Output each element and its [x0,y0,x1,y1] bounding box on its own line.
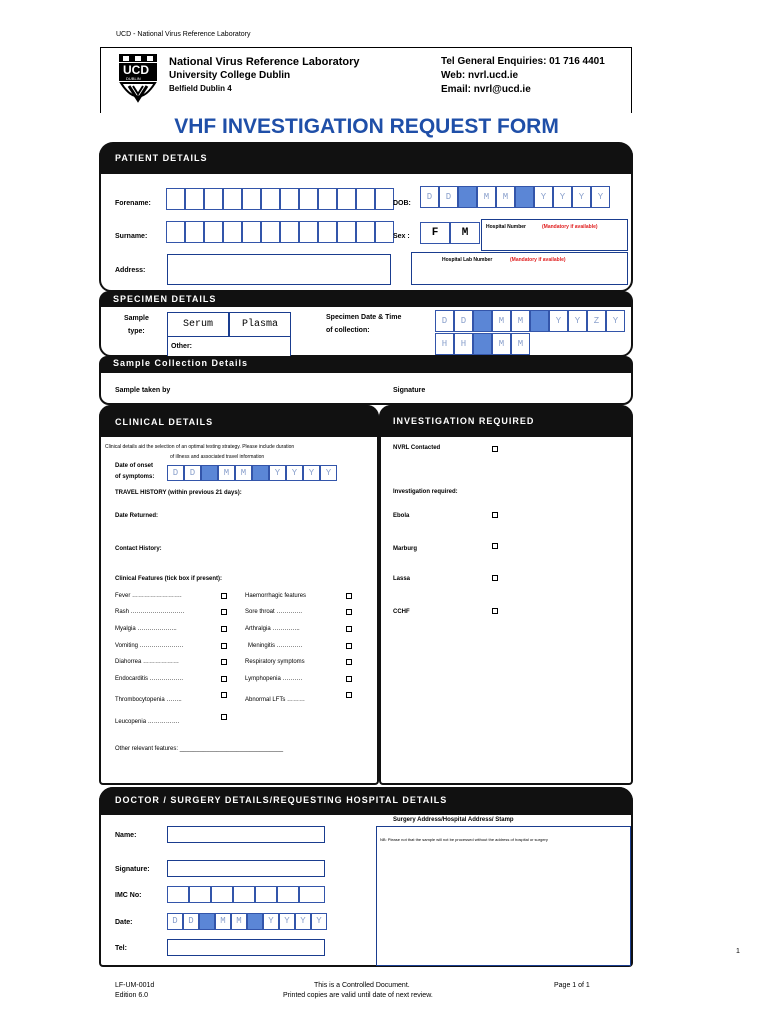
patient-details-header: PATIENT DETAILS [99,142,633,174]
specimen-time-cells[interactable]: H H M M [435,333,530,355]
date-returned-label: Date Returned: [115,513,159,519]
form-title: VHF INVESTIGATION REQUEST FORM [100,113,633,141]
plasma-option[interactable]: Plasma [229,312,291,337]
feature-rash: Rash ……………………… [115,609,185,615]
feature-abnormal-lfts: Abnormal LFTs ……… [245,697,306,703]
feature-leucopenia: Leucopenia ……………. [115,719,180,725]
logo-subtext: DUBLIN [126,76,141,81]
diahorrea-checkbox[interactable] [221,659,227,665]
type-label: type: [128,328,145,335]
meningitis-checkbox[interactable] [346,643,352,649]
header-box [100,47,632,114]
feature-arthralgia: Arthralgia ………….. [245,626,300,632]
cchf-checkbox[interactable] [492,608,498,614]
abnormal-lfts-checkbox[interactable] [346,692,352,698]
leucopenia-checkbox[interactable] [221,714,227,720]
specimen-date-label: Specimen Date & Time [326,314,402,321]
address-field[interactable] [167,254,391,285]
vomiting-checkbox[interactable] [221,643,227,649]
sample-label: Sample [124,315,149,322]
feature-thrombocytopenia: Thrombocytopenia …….. [115,697,182,703]
stamp-area[interactable] [376,826,631,966]
doctor-date-cells[interactable]: D D M M Y Y Y Y [167,913,327,930]
clinical-note-2: of illness and associated travel information [170,454,265,460]
feature-sore-throat: Sore throat …………. [245,609,303,615]
investigation-header: INVESTIGATION REQUIRED [379,405,633,437]
feature-lymphopenia: Lymphopenia ………. [245,676,303,682]
forename-cell[interactable] [166,188,185,210]
feature-meningitis: Meningitis …………. [248,643,303,649]
university-name: University College Dublin [169,70,291,81]
investigation-section [379,405,633,785]
footer-edition: Edition 6.0 [115,992,149,999]
feature-vomiting: Vomiting …………………. [115,643,184,649]
stamp-note: NB: Please not that the sample will not be processed without the address of hospital or surgery [380,837,548,842]
footer-controlled-2: Printed copies are valid until date of next review. [283,992,433,999]
feature-haemorrhagic: Haemorrhagic features [245,593,307,599]
sample-taken-by-label: Sample taken by [115,387,171,394]
doctor-name-label: Name: [115,832,137,839]
doctor-date-label: Date: [115,919,133,926]
nvrl-contacted-checkbox[interactable] [492,446,498,452]
other-sample-label: Other: [171,343,192,350]
forename-cells[interactable] [166,188,394,210]
signature-label: Signature [393,387,426,394]
imc-cells[interactable] [167,886,325,903]
doctor-signature-label: Signature: [115,866,150,873]
doctor-name-field[interactable] [167,826,325,843]
doctor-details-header: DOCTOR / SURGERY DETAILS/REQUESTING HOSPITAL DETAILS [99,787,633,815]
nvrl-contacted-label: NVRL Contacted [393,445,441,451]
ebola-checkbox[interactable] [492,512,498,518]
fever-checkbox[interactable] [221,593,227,599]
doctor-signature-field[interactable] [167,860,325,877]
lab-number-field[interactable] [411,252,628,285]
travel-history-label: TRAVEL HISTORY (within previous 21 days): [115,490,242,496]
clinical-details-header: CLINICAL DETAILS [99,405,379,437]
logo-text: UCD [123,63,149,77]
marburg-checkbox[interactable] [492,543,498,549]
rash-checkbox[interactable] [221,609,227,615]
test-marburg: Marburg [393,546,417,552]
feature-myalgia: Myalgia ……………….. [115,626,177,632]
contact-history-label: Contact History: [115,546,162,552]
clinical-features-heading: Clinical Features (tick box if present): [115,576,223,582]
test-cchf: CCHF [393,609,410,615]
lab-number-note: (Mandatory if available) [510,257,566,263]
org-address: Belfield Dublin 4 [169,84,232,93]
onset-date-cells[interactable]: D D M M Y Y Y Y [167,465,337,481]
onset-label-2: of symptoms: [115,474,155,480]
haemorrhagic-checkbox[interactable] [346,593,352,599]
clinical-note-1: Clinical details aid the selection of an optimal testing strategy. Please include duration [105,444,295,450]
sex-male[interactable]: M [450,222,480,244]
test-lassa: Lassa [393,576,411,582]
forename-label: Forename: [115,200,151,207]
onset-label-1: Date of onset [115,463,154,469]
feature-respiratory: Respiratory symptoms [245,659,305,665]
ucd-logo [115,52,161,108]
footer-code: LF-UM-001d [115,982,155,989]
sample-collection-header: Sample Collection Details [99,356,633,372]
hospital-number-field[interactable] [481,219,628,251]
footer-controlled-1: This is a Controlled Document. [314,982,410,989]
lymphopenia-checkbox[interactable] [346,676,352,682]
footer-page: Page 1 of 1 [554,982,590,989]
specimen-date-cells[interactable]: D D M M Y Y Z Y [435,310,625,332]
email-address: Email: nvrl@ucd.ie [441,84,531,95]
stamp-label: Surgery Address/Hospital Address/ Stamp [393,817,514,823]
doctor-tel-field[interactable] [167,939,325,956]
page-marker: 1 [736,948,740,955]
sore-throat-checkbox[interactable] [346,609,352,615]
sex-cells[interactable] [420,222,480,244]
lab-number-label: Hospital Lab Number [442,257,493,263]
investigation-required-label: Investigation required: [393,489,458,495]
hospital-number-note: (Mandatory if available) [542,224,598,230]
surname-cells[interactable] [166,221,394,243]
other-features-label: Other relevant features: _______________________________ [115,746,284,752]
respiratory-checkbox[interactable] [346,659,352,665]
sex-label: Sex : [393,233,410,240]
surname-label: Surname: [115,233,148,240]
feature-fever: Fever ……………………. [115,593,182,599]
doctor-tel-label: Tel: [115,945,127,952]
tel-enquiries: Tel General Enquiries: 01 716 4401 [441,56,605,67]
endocarditis-checkbox[interactable] [221,676,227,682]
specimen-collection-label: of collection: [326,327,370,334]
imc-label: IMC No: [115,892,142,899]
feature-endocarditis: Endocarditis …………….. [115,676,184,682]
document-top-label: UCD - National Virus Reference Laboratory [116,31,251,38]
arthralgia-checkbox[interactable] [346,626,352,632]
test-ebola: Ebola [393,513,410,519]
serum-option[interactable]: Serum [167,312,229,337]
web-address: Web: nvrl.ucd.ie [441,70,519,81]
myalgia-checkbox[interactable] [221,626,227,632]
thrombocytopenia-checkbox[interactable] [221,692,227,698]
sex-female[interactable]: F [420,222,450,244]
lassa-checkbox[interactable] [492,575,498,581]
dob-label: DOB: [393,200,411,207]
address-label: Address: [115,267,146,274]
dob-cells[interactable]: D D M M Y Y Y Y [420,186,610,208]
org-name: National Virus Reference Laboratory [169,56,360,68]
specimen-details-header: SPECIMEN DETAILS [99,291,633,307]
hospital-number-label: Hospital Number [486,224,527,230]
sample-collection-section [99,371,633,405]
feature-diahorrea: Diahorrea ……………… [115,659,180,665]
